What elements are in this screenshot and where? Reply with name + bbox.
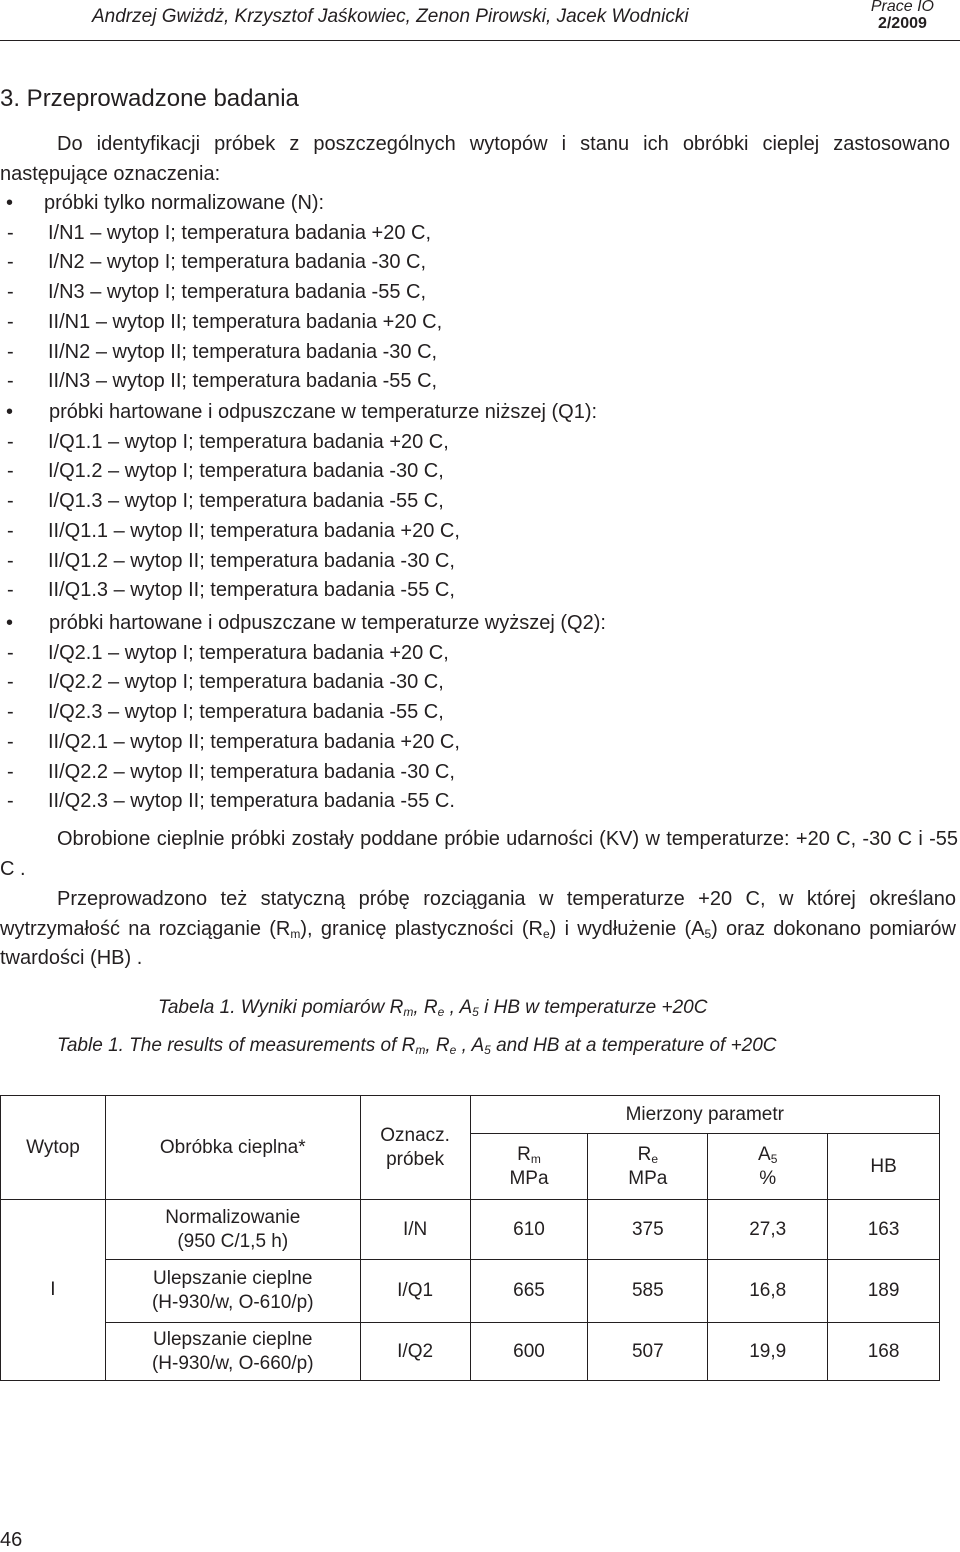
table-row [1, 1323, 940, 1381]
cell-code: I/Q2 [360, 1323, 470, 1381]
bullet-mark: • [6, 192, 14, 214]
list-item: - I/Q2.2 – wytop I; temperatura badania -30 C, [7, 671, 444, 694]
list-item: - II/Q1.1 – wytop II; temperatura badania +20 C, [7, 519, 460, 542]
running-header-authors: Andrzej Gwiżdż, Krzysztof Jaśkowiec, Zenon Pirowski, Jacek Wodnicki [92, 6, 689, 27]
header-oznacz: Oznacz. próbek [360, 1096, 470, 1200]
cell-hb: 163 [828, 1200, 940, 1260]
list-item: - I/Q1.2 – wytop I; temperatura badania -30 C, [7, 460, 444, 483]
header-obrobka: Obróbka cieplna* [105, 1096, 360, 1200]
cell-obrobka: Ulepszanie cieplne (H-930/w, O-660/p) [105, 1323, 360, 1381]
list-normalized [0, 189, 442, 397]
list-item: - II/Q2.3 – wytop II; temperatura badania -55 C. [7, 790, 455, 813]
cell-a5: 19,9 [708, 1323, 828, 1381]
cell-rm: 665 [470, 1260, 588, 1323]
cell-a5: 16,8 [708, 1260, 828, 1323]
cell-obrobka: Normalizowanie (950 C/1,5 h) [105, 1200, 360, 1260]
table-row [1, 1260, 940, 1323]
page-number: 46 [0, 1529, 23, 1551]
tensile-test-paragraph: Przeprowadzono też statyczną próbę rozciągania w temperaturze +20 C, w której określano wytrzymałość na rozciąganie $(R_m)$, granicę plastyczności $(R_e)$ i wydłużenie $(A_5)$ oraz dokonano pomiarów twardości (HB) . [0, 888, 956, 970]
group-title: • próbki hartowane i odpuszczane w temperaturze wyższej (Q2): [0, 609, 606, 639]
header-rm: $R_m$ MPa [470, 1134, 588, 1200]
table-caption-en: Table 1. The results of measurements of $R_m$, $R_e$ , $A_5$ and HB at a temperature of +20C [57, 1035, 777, 1057]
list-item: - I/N2 – wytop I; temperatura badania -30 C, [7, 251, 426, 274]
section-title: 3. Przeprowadzone badania [0, 85, 299, 112]
list-item: - I/Q1.1 – wytop I; temperatura badania +20 C, [7, 430, 449, 453]
header-re: $R_e$ MPa [588, 1134, 708, 1200]
list-item: - II/N2 – wytop II; temperatura badania -30 C, [7, 340, 438, 363]
intro-paragraph: Do identyfikacji próbek z poszczególnych wytopów i stanu ich obróbki cieplej zastosowano następujące oznaczenia: [0, 133, 950, 185]
group-title: • próbki tylko normalizowane (N): [0, 189, 442, 219]
list-item: - I/N1 – wytop I; temperatura badania +20 C, [7, 221, 432, 244]
list-item: - I/Q2.1 – wytop I; temperatura badania +20 C, [7, 641, 449, 664]
table-caption-pl: Tabela 1. Wyniki pomiarów $R_m$, $R_e$ , $A_5$ i HB w temperaturze +20C [158, 997, 708, 1019]
journal-name: Prace IO [870, 0, 934, 15]
list-item: - II/N1 – wytop II; temperatura badania +20 C, [7, 310, 443, 333]
results-table [0, 1095, 940, 1381]
table-row [1, 1200, 940, 1260]
cell-code: I/N [360, 1200, 470, 1260]
list-item: - II/N3 – wytop II; temperatura badania -55 C, [7, 370, 438, 393]
list-q2 [0, 609, 606, 817]
cell-wytop: I [1, 1200, 106, 1381]
header-rule [0, 40, 960, 41]
header-mierzony-parametr: Mierzony parametr [470, 1096, 939, 1134]
cell-obrobka: Ulepszanie cieplne (H-930/w, O-610/p) [105, 1260, 360, 1323]
cell-re: 585 [588, 1260, 708, 1323]
table-header-row [1, 1096, 940, 1134]
cell-a5: 27,3 [708, 1200, 828, 1260]
cell-code: I/Q1 [360, 1260, 470, 1323]
running-header-journal [871, 0, 934, 32]
header-a5: $A_5$ % [708, 1134, 828, 1200]
bullet-mark: • [6, 401, 14, 423]
list-item: - II/Q2.2 – wytop II; temperatura badania -30 C, [7, 760, 455, 783]
list-item: - II/Q1.3 – wytop II; temperatura badania -55 C, [7, 579, 455, 602]
list-q1 [0, 398, 597, 606]
cell-rm: 610 [470, 1200, 588, 1260]
list-item: - II/Q2.1 – wytop II; temperatura badania +20 C, [7, 730, 460, 753]
group-title: • próbki hartowane i odpuszczane w temperaturze niższej (Q1): [0, 398, 597, 428]
cell-hb: 168 [828, 1323, 940, 1381]
cell-hb: 189 [828, 1260, 940, 1323]
header-wytop: Wytop [1, 1096, 106, 1200]
list-item: - II/Q1.2 – wytop II; temperatura badania -30 C, [7, 549, 455, 572]
bullet-mark: • [6, 612, 14, 634]
cell-re: 507 [588, 1323, 708, 1381]
journal-issue: 2/2009 [877, 15, 927, 32]
list-item: - I/Q2.3 – wytop I; temperatura badania -55 C, [7, 701, 444, 724]
header-hb: HB [828, 1134, 940, 1200]
list-item: - I/N3 – wytop I; temperatura badania -55 C, [7, 281, 426, 304]
impact-test-paragraph: Obrobione cieplnie próbki zostały poddane próbie udarności (KV) w temperaturze: +20 C, -30 C i -55 C . [0, 828, 958, 880]
cell-rm: 600 [470, 1323, 588, 1381]
list-item: - I/Q1.3 – wytop I; temperatura badania -55 C, [7, 490, 444, 513]
cell-re: 375 [588, 1200, 708, 1260]
